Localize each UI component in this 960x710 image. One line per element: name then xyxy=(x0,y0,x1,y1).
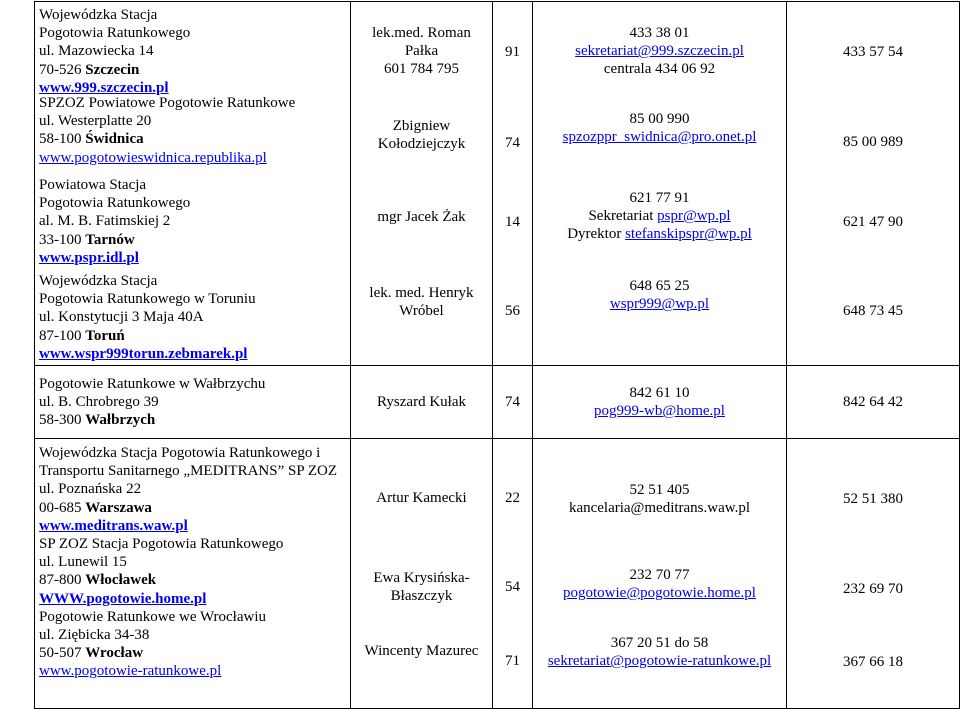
city-name: Świdnica xyxy=(85,131,144,148)
institution-name: Pogotowia Ratunkowego xyxy=(39,25,191,42)
phone-block xyxy=(533,566,786,634)
institution-name: SPZOZ Powiatowe Pogotowie Ratunkowe xyxy=(39,95,296,111)
institution-cell xyxy=(35,366,351,439)
phone-block xyxy=(533,481,786,566)
phone-cell xyxy=(533,439,787,709)
website-link[interactable]: www.wspr999torun.zebmarek.pl xyxy=(39,345,248,362)
director-name: Artur Kamecki xyxy=(376,490,467,506)
institution-block xyxy=(39,608,350,681)
phone-block xyxy=(533,277,786,313)
director-name: lek. med. Henryk xyxy=(369,285,474,301)
institution-name: Wojewódzka Stacja Pogotowia Ratunkowego i Transportu Sanitarnego „MEDITRANS” SP ZOZ xyxy=(39,445,338,480)
phone-number: 433 38 01 xyxy=(629,25,690,41)
director-block xyxy=(351,24,492,114)
website-link[interactable]: www.meditrans.waw.pl xyxy=(39,517,188,534)
fax-number: 433 57 54 xyxy=(843,44,903,60)
phone-cell xyxy=(533,366,787,439)
institution-block xyxy=(39,94,350,176)
director-name: mgr Jacek Żak xyxy=(377,209,466,225)
area-code: 54 xyxy=(505,579,520,595)
institution-name: Pogotowia Ratunkowego xyxy=(39,195,191,212)
institution-block xyxy=(39,444,339,535)
contact-table xyxy=(34,1,960,709)
email-text: kancelaria@meditrans.waw.pl xyxy=(568,500,751,517)
fax-cell xyxy=(787,439,960,709)
phone-cell xyxy=(533,2,787,366)
fax-number: 85 00 989 xyxy=(843,134,903,150)
website-link[interactable]: www.pogotowie-ratunkowe.pl xyxy=(39,663,222,680)
institution-street: al. M. B. Fatimskiej 2 xyxy=(39,213,171,230)
institution-block xyxy=(39,535,350,608)
postal-code: 70-526 xyxy=(39,61,82,78)
director-name: lek.med. Roman xyxy=(372,25,471,41)
area-code: 22 xyxy=(505,490,520,506)
phone-block xyxy=(533,24,786,110)
director-name: Wincenty Mazurec xyxy=(364,643,479,659)
institution-cell xyxy=(35,2,351,366)
city-name: Warszawa xyxy=(85,499,152,516)
email-link[interactable]: pog999-wb@home.pl xyxy=(594,403,725,419)
institution-cell xyxy=(35,439,351,709)
fax-number: 367 66 18 xyxy=(843,654,903,670)
director-block xyxy=(351,284,492,320)
email-link[interactable]: pspr@wp.pl xyxy=(657,208,731,225)
director-block xyxy=(351,114,492,208)
city-name: Wrocław xyxy=(85,645,144,662)
phone-number: 52 51 405 xyxy=(629,482,690,498)
director-name: Wróbel xyxy=(399,303,444,320)
table-row xyxy=(35,2,960,366)
institution-name: Powiatowa Stacja xyxy=(39,177,147,193)
email-label: Dyrektor xyxy=(567,226,622,243)
institution-name: Wojewódzka Stacja xyxy=(39,7,158,23)
fax-cell xyxy=(787,366,960,439)
area-code: 56 xyxy=(505,303,520,319)
director-block xyxy=(351,208,492,284)
postal-code: 58-300 xyxy=(39,412,82,429)
table-row xyxy=(35,439,960,709)
institution-street: ul. Lunewil 15 xyxy=(39,554,127,571)
area-code-cell xyxy=(493,439,533,709)
phone-block xyxy=(533,189,786,277)
email-link[interactable]: sekretariat@999.szczecin.pl xyxy=(575,43,744,60)
phone-number: centrala 434 06 92 xyxy=(603,61,716,78)
director-name: Błaszczyk xyxy=(390,588,453,605)
postal-code: 33-100 xyxy=(39,231,82,248)
director-cell xyxy=(351,366,493,439)
institution-street: ul. Konstytucji 3 Maja 40A xyxy=(39,309,204,326)
fax-cell xyxy=(787,2,960,366)
email-link[interactable]: wspr999@wp.pl xyxy=(609,296,710,313)
institution-block xyxy=(39,6,350,94)
website-link[interactable]: www.pogotowieswidnica.republika.pl xyxy=(39,149,267,166)
institution-block xyxy=(39,272,350,363)
director-cell xyxy=(351,2,493,366)
institution-street: ul. Poznańska 22 xyxy=(39,481,142,498)
institution-street: ul. Ziębicka 34-38 xyxy=(39,627,150,644)
email-link[interactable]: stefanskipspr@wp.pl xyxy=(625,226,752,243)
table-row xyxy=(35,366,960,439)
institution-street: ul. Westerplatte 20 xyxy=(39,113,152,130)
phone-number: 842 61 10 xyxy=(629,384,690,401)
city-name: Wałbrzych xyxy=(85,412,156,429)
director-name: Ewa Krysińska- xyxy=(373,570,470,586)
city-name: Tarnów xyxy=(85,231,135,248)
institution-name: SP ZOZ Stacja Pogotowia Ratunkowego xyxy=(39,536,284,553)
director-name: Zbigniew xyxy=(392,118,451,134)
area-code: 74 xyxy=(505,135,520,151)
phone-number: 648 65 25 xyxy=(629,278,690,294)
city-name: Szczecin xyxy=(85,61,140,78)
fax-number: 842 64 42 xyxy=(843,393,903,410)
postal-code: 50-507 xyxy=(39,645,82,662)
city-name: Toruń xyxy=(85,327,125,344)
phone-number: 367 20 51 do 58 xyxy=(610,635,709,651)
fax-number: 648 73 45 xyxy=(843,303,903,319)
area-code: 14 xyxy=(505,214,520,230)
director-block xyxy=(351,642,492,660)
fax-number: 52 51 380 xyxy=(843,491,903,507)
postal-code: 00-685 xyxy=(39,499,82,516)
institution-name: Wojewódzka Stacja xyxy=(39,273,158,289)
email-link[interactable]: sekretariat@pogotowie-ratunkowe.pl xyxy=(547,653,772,670)
phone-number: 232 70 77 xyxy=(629,567,690,583)
website-link[interactable]: www.999.szczecin.pl xyxy=(39,79,169,96)
area-code: 71 xyxy=(505,653,520,669)
area-code: 74 xyxy=(505,393,520,410)
institution-name: Pogotowie Ratunkowe we Wrocławiu xyxy=(39,608,266,625)
director-phone: 601 784 795 xyxy=(384,61,459,78)
director-block xyxy=(351,489,492,569)
institution-name: Pogotowie Ratunkowe w Wałbrzychu xyxy=(39,376,266,392)
postal-code: 87-100 xyxy=(39,327,82,344)
director-block xyxy=(351,569,492,642)
institution-block xyxy=(39,176,350,272)
website-link[interactable]: WWW.pogotowie.home.pl xyxy=(39,590,207,607)
area-code: 91 xyxy=(505,44,520,60)
email-label: Sekretariat xyxy=(588,208,654,225)
director-name: Pałka xyxy=(404,43,439,60)
fax-number: 621 47 90 xyxy=(843,214,903,230)
director-cell xyxy=(351,439,493,709)
email-link[interactable]: spzozppr_swidnica@pro.onet.pl xyxy=(562,129,757,146)
postal-code: 58-100 xyxy=(39,131,82,148)
phone-block xyxy=(533,110,786,189)
area-code-cell xyxy=(493,366,533,439)
website-link[interactable]: www.pspr.idl.pl xyxy=(39,249,139,266)
director-name: Ryszard Kułak xyxy=(377,393,466,410)
phone-number: 85 00 990 xyxy=(629,111,690,127)
email-link[interactable]: pogotowie@pogotowie.home.pl xyxy=(563,585,756,602)
institution-street: ul. B. Chrobrego 39 xyxy=(39,394,159,411)
phone-number: 621 77 91 xyxy=(629,190,690,206)
city-name: Włocławek xyxy=(85,572,157,589)
institution-name: Pogotowia Ratunkowego w Toruniu xyxy=(39,291,256,308)
fax-number: 232 69 70 xyxy=(843,581,903,597)
phone-block xyxy=(533,634,786,670)
area-code-cell xyxy=(493,2,533,366)
director-name: Kołodziejczyk xyxy=(377,136,466,153)
institution-street: ul. Mazowiecka 14 xyxy=(39,43,154,60)
postal-code: 87-800 xyxy=(39,572,82,589)
